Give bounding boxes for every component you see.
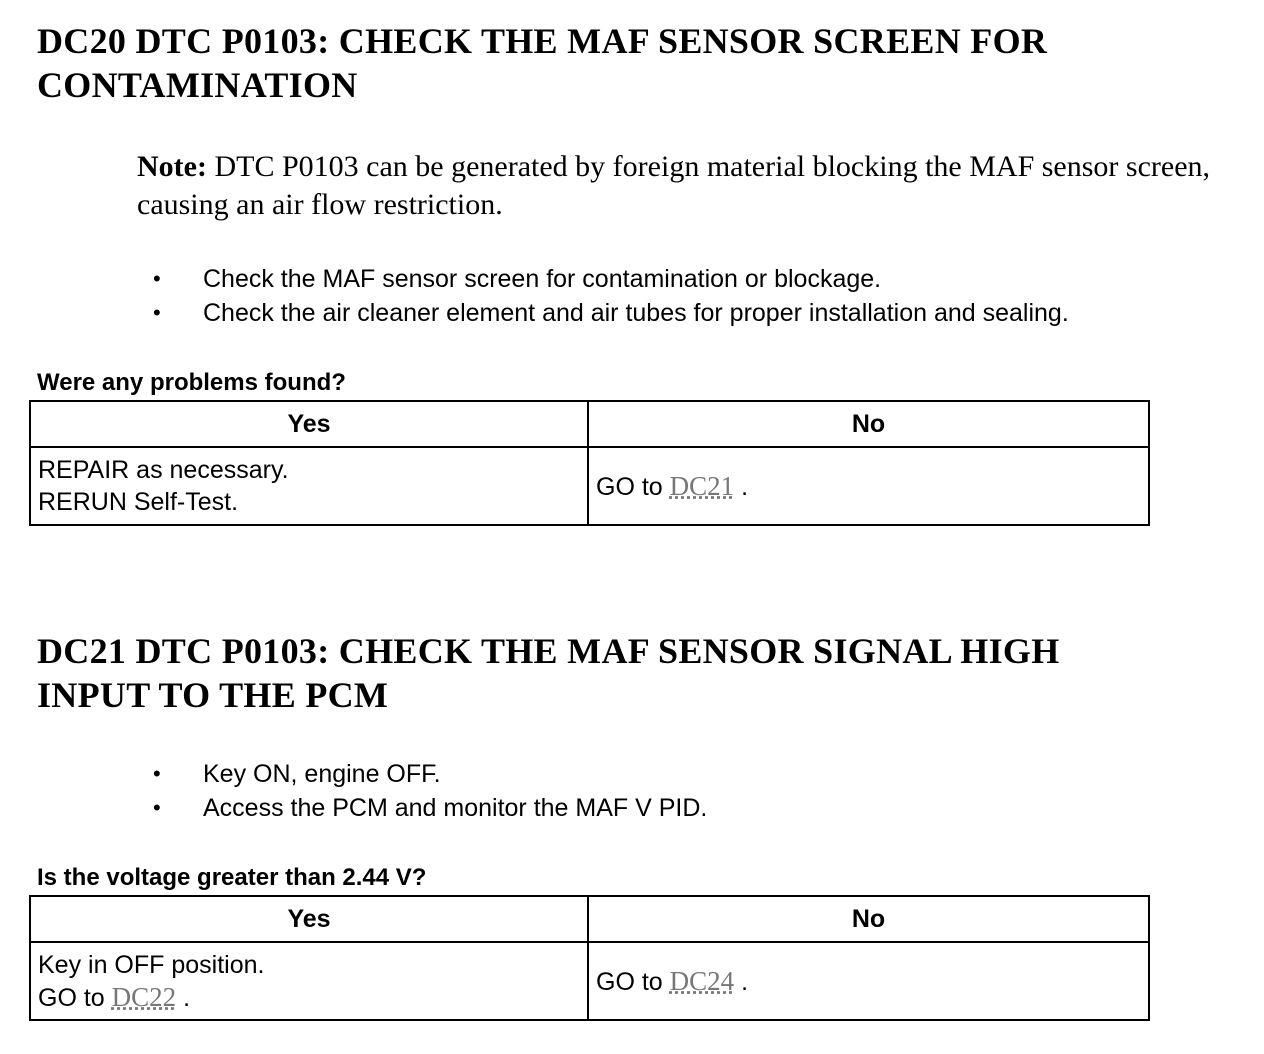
no-header: No: [588, 896, 1149, 942]
table-row: [30, 942, 1149, 1020]
period: .: [741, 472, 749, 501]
dc20-result-table: [29, 400, 1150, 526]
dc21-question: Is the voltage greater than 2.44 V?: [37, 864, 427, 891]
yes-action-line: REPAIR as necessary.: [38, 456, 289, 484]
note-text: DTC P0103 can be generated by foreign material blocking the MAF sensor screen, causing an air flow restriction.: [137, 150, 1211, 221]
dc20-question: Were any problems found?: [37, 369, 346, 396]
go-to-label: GO to: [38, 983, 105, 1012]
no-cell: [588, 942, 1149, 1020]
yes-cell: [30, 942, 588, 1020]
dc24-link[interactable]: DC24: [669, 965, 735, 996]
period: .: [183, 983, 191, 1012]
bullet-icon: •: [153, 795, 161, 820]
go-to-label: GO to: [596, 472, 663, 501]
bullet-icon: •: [153, 300, 161, 325]
table-header-row: [30, 896, 1149, 942]
table-row: [30, 447, 1149, 525]
dc21-link[interactable]: DC21: [669, 470, 735, 501]
dc21-heading: DC21 DTC P0103: CHECK THE MAF SENSOR SIGNAL HIGH INPUT TO THE PCM: [37, 631, 1060, 715]
no-cell: [588, 447, 1149, 525]
bullet-icon: •: [153, 266, 161, 291]
note-label: Note:: [137, 150, 207, 183]
list-item-text: Access the PCM and monitor the MAF V PID.: [203, 794, 708, 822]
table-header-row: [30, 401, 1149, 447]
no-header: No: [588, 401, 1149, 447]
dc20-note: [137, 148, 1247, 224]
dc21-result-table: [29, 895, 1150, 1021]
dc22-link[interactable]: DC22: [111, 981, 177, 1012]
go-to-label: GO to: [596, 967, 663, 996]
list-item-text: Check the MAF sensor screen for contamination or blockage.: [203, 265, 882, 293]
yes-action-line: Key in OFF position.: [38, 950, 265, 979]
dc20-heading: DC20 DTC P0103: CHECK THE MAF SENSOR SCREEN FOR CONTAMINATION: [37, 21, 1048, 105]
yes-header: Yes: [30, 401, 588, 447]
bullet-icon: •: [153, 761, 161, 786]
yes-action-line: RERUN Self-Test.: [38, 488, 239, 516]
period: .: [741, 967, 749, 996]
yes-cell: [30, 447, 588, 525]
yes-header: Yes: [30, 896, 588, 942]
list-item-text: Key ON, engine OFF.: [203, 760, 441, 788]
list-item-text: Check the air cleaner element and air tubes for proper installation and sealing.: [203, 299, 1069, 327]
